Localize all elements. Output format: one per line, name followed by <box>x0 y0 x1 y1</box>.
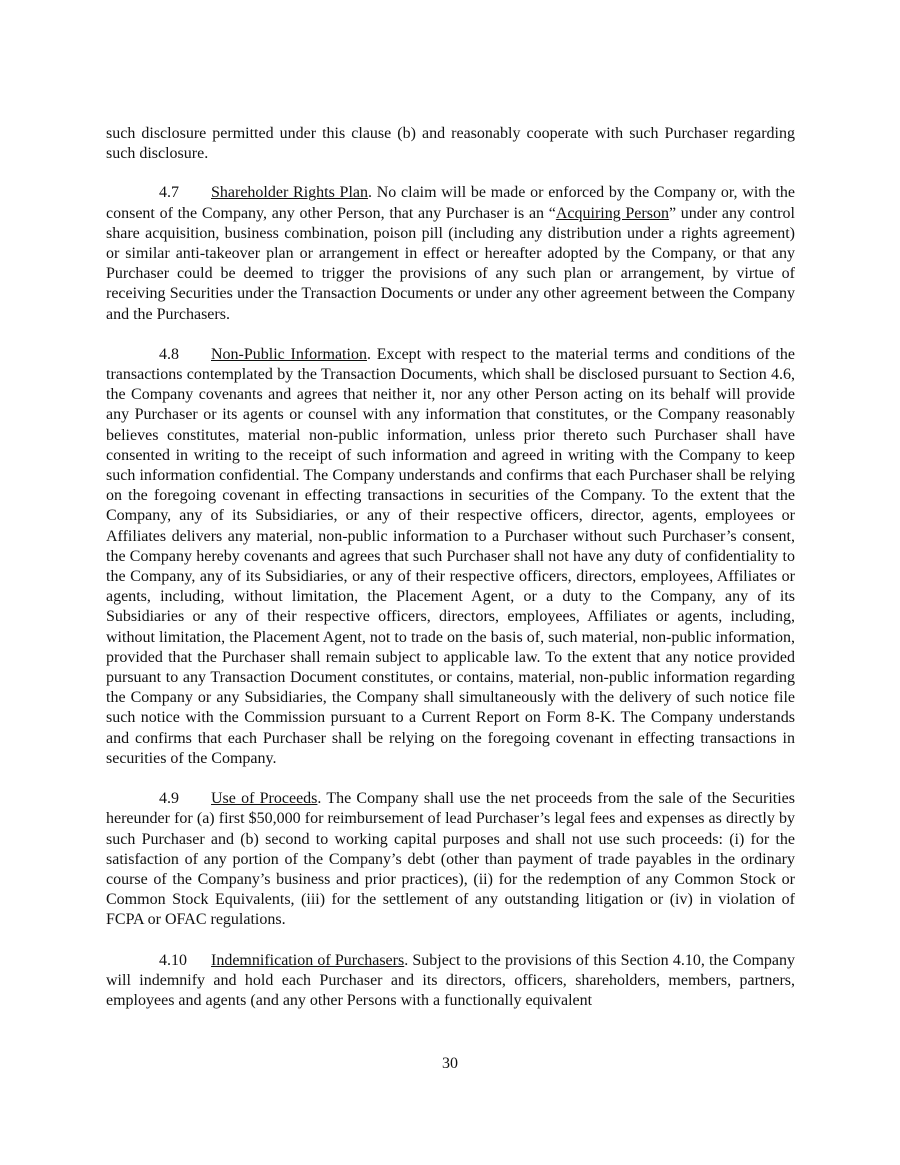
section-heading: Non-Public Information <box>211 345 367 363</box>
section-4-9 <box>106 789 795 930</box>
section-text: . The Company shall use the net proceeds from the sale of the Securities hereunder for (a) first $50,000 for reimbursement of lead Purchaser’s legal fees and expenses as directly by such Purchaser and (b) second to working capital purposes and shall not use such proceeds: (i) for the satisfaction of any portion of the Company’s debt (other than payment of trade payables in the ordinary course of the Company’s business and prior practices), (ii) for the redemption of any Common Stock or Common Stock Equivalents, (iii) for the settlement of any outstanding litigation or (iv) in violation of FCPA or OFAC regulations. <box>106 790 796 929</box>
paragraph-continuation: such disclosure permitted under this clause (b) and reasonably cooperate with such Purchaser regarding such disclosure. <box>106 125 795 163</box>
section-number: 4.8 <box>159 345 179 363</box>
section-number: 4.9 <box>159 790 179 808</box>
section-4-10 <box>106 951 795 1012</box>
section-number: 4.7 <box>159 184 179 202</box>
section-text: . Subject to the provisions of this Section 4.10, the Company will indemnify and hold each Purchaser and its directors, officers, shareholders, members, partners, employees and agents (and any other Persons with a functionally equivalent <box>106 951 796 1009</box>
section-4-8 <box>106 345 795 769</box>
defined-term: Acquiring Person <box>555 204 669 222</box>
section-heading: Shareholder Rights Plan <box>211 184 369 202</box>
document-body <box>106 124 795 1031</box>
section-text: . Except with respect to the material terms and conditions of the transactions contemplated by the Transaction Documents, which shall be disclosed pursuant to Section 4.6, the Company covenants and agrees that neither it, nor any other Person acting on its behalf will provide any Purchaser or its agents or counsel with any information that constitutes, or the Company reasonably believes constitutes, material non-public information, unless prior thereto such Purchaser shall have consented in writing to the receipt of such information and agreed in writing with the Company to keep such information confidential. The Company understands and confirms that each Purchaser shall be relying on the foregoing covenant in effecting transactions in securities of the Company. To the extent that the Company, any of its Subsidiaries, or any of their respective officers, director, agents, employees or Affiliates delivers any material, non-public information to a Purchaser without such Purchaser’s consent, the Company hereby covenants and agrees that such Purchaser shall not have any duty of confidentiality to the Company, any of its Subsidiaries, or any of their respective officers, directors, employees, Affiliates or agents, including, without limitation, the Placement Agent, or a duty to the Company, any of its Subsidiaries or any of their respective officers, directors, employees, Affiliates or agents, including, without limitation, the Placement Agent, not to trade on the basis of, such material, non-public information, provided that the Purchaser shall remain subject to applicable law. To the extent that any notice provided pursuant to any Transaction Document constitutes, or contains, material, non-public information regarding the Company or any Subsidiaries, the Company shall simultaneously with the delivery of such notice file such notice with the Commission pursuant to a Current Report on Form 8-K. The Company understands and confirms that each Purchaser shall be relying on the foregoing covenant in effecting transactions in securities of the Company. <box>106 345 795 767</box>
section-text: . No claim will be made or enforced by the Company or, with the consent of the Company, any other Person, that any Purchaser is an “ <box>106 184 796 222</box>
section-text: ” under any control share acquisition, business combination, poison pill (including any distribution under a rights agreement) or similar anti-takeover plan or arrangement in effect or hereafter adopted by the Company, or that any Purchaser could be deemed to trigger the provisions of any such plan or arrangement, by virtue of receiving Securities under the Transaction Documents or under any other agreement between the Company and the Purchasers. <box>106 204 796 323</box>
section-4-7 <box>106 183 795 324</box>
page-number: 30 <box>442 1055 458 1072</box>
section-number: 4.10 <box>159 951 187 969</box>
section-heading: Use of Proceeds <box>211 790 318 808</box>
section-heading: Indemnification of Purchasers <box>211 951 405 969</box>
